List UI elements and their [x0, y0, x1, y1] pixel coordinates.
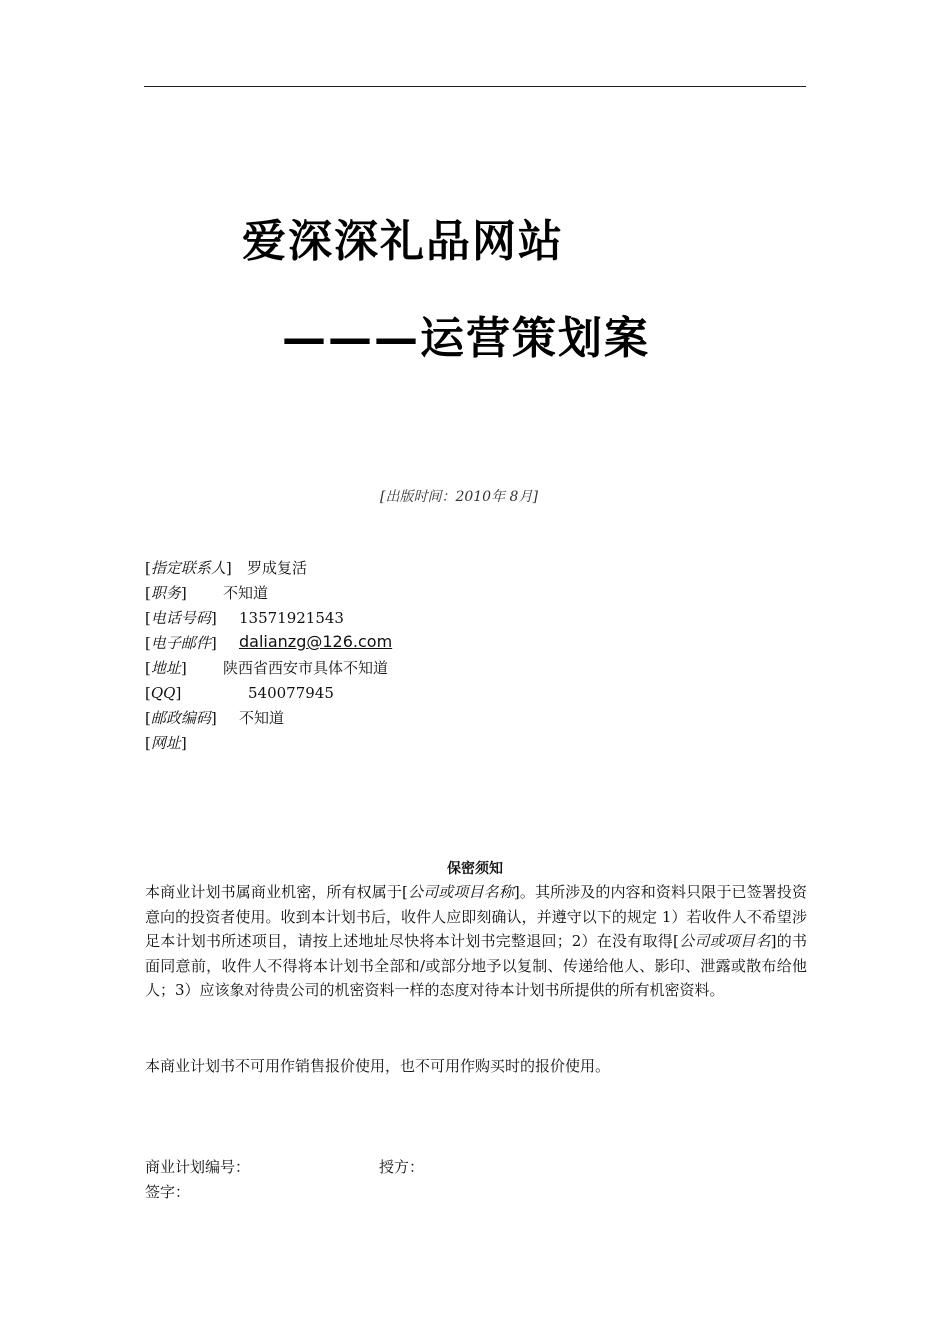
contact-label: 地址 — [150, 659, 181, 677]
contact-label: 职务 — [150, 584, 181, 602]
contact-row-phone: [电话号码] 13571921543 — [145, 606, 232, 631]
contact-row-person: [指定联系人] 罗成复活 — [145, 556, 232, 581]
notice-placeholder: 公司或项目名 — [678, 932, 771, 950]
contact-label: 电话号码 — [150, 609, 211, 627]
publication-date: [出版时间：2010年 8月] — [380, 489, 538, 505]
notice-text: ]。其所涉及的内容和资料只限于已签署投资意向的投资者使用。收到本计划书后，收件人应即刻确认，并遵守以下的规定 1）若收件人不希望涉足本计划书所述项目，请按上述地址尽快将本计划书完整退回；2）在没有取得[ — [145, 883, 807, 950]
contact-value: 罗成复活 — [247, 559, 308, 577]
contact-value: 540077945 — [248, 684, 334, 702]
contact-value: 陕西省西安市具体不知道 — [223, 659, 389, 677]
email-link[interactable]: dalianzg@126.com — [239, 632, 393, 651]
document-subtitle: ———运营策划案 — [282, 313, 650, 364]
notice-placeholder: 公司或项目名称 — [407, 883, 514, 901]
notice-text: ]的书面同意前，收件人不得将本计划书全部和/或部分地予以复制、传递给他人、影印、泄露或散布给他人；3）应该象对待贵公司的机密资料一样的态度对待本计划书所提供的所有机密资料。 — [145, 932, 807, 999]
contact-row-email: [电子邮件] dalianzg@126.com — [145, 631, 232, 656]
contact-value: 不知道 — [239, 709, 285, 727]
notice-title: 保密须知 — [447, 861, 503, 877]
contact-label: 电子邮件 — [150, 634, 211, 652]
contact-label: 网址 — [150, 734, 181, 752]
contact-block — [145, 556, 393, 756]
contact-value: 13571921543 — [239, 609, 344, 627]
contact-label: 邮政编码 — [150, 709, 211, 727]
contact-label: 指定联系人 — [150, 559, 226, 577]
contact-row-qq: [QQ] 540077945 — [145, 681, 232, 706]
notice-text: 本商业计划书属商业机密，所有权属于[ — [145, 883, 408, 901]
document-title: 爱深深礼品网站 — [242, 216, 564, 267]
confidentiality-notice — [145, 880, 807, 1003]
contact-row-website: [网址] — [145, 734, 187, 752]
usage-note: 本商业计划书不可用作销售报价使用，也不可用作购买时的报价使用。 — [145, 1057, 611, 1075]
contact-label: QQ — [150, 684, 176, 702]
plan-number-label: 商业计划编号： — [145, 1158, 251, 1176]
grantee-label: 授方： — [379, 1158, 425, 1176]
contact-row-postcode: [邮政编码] 不知道 — [145, 706, 232, 731]
signature-label: 签字： — [145, 1183, 191, 1201]
contact-row-address: [地址] 陕西省西安市具体不知道 — [145, 656, 232, 681]
top-rule — [144, 86, 806, 87]
contact-value: 不知道 — [223, 584, 269, 602]
contact-row-title: [职务] 不知道 — [145, 581, 232, 606]
